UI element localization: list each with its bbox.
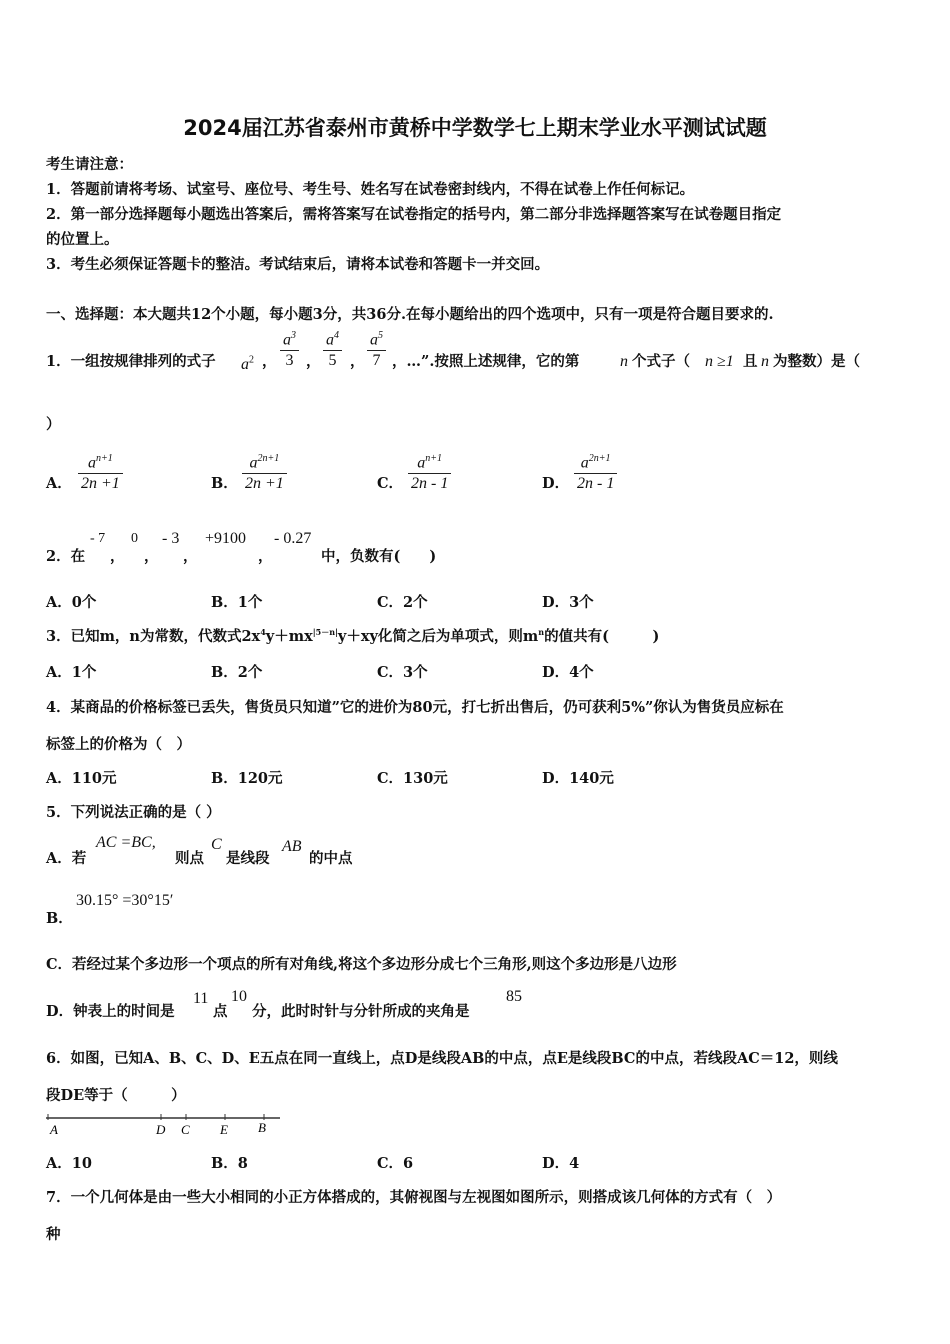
question-2-tail: 中，负数有( ) — [321, 548, 437, 565]
q6-line-diagram — [44, 1110, 284, 1138]
q3-option-b: B．2个 — [211, 664, 263, 681]
q6-option-c: C．6 — [377, 1155, 414, 1172]
q6-point-b: B — [258, 1120, 266, 1135]
q4-option-d: D．140元 — [542, 770, 614, 787]
question-2-prefix: 2．在 — [46, 548, 86, 565]
q6-point-e: E — [220, 1122, 228, 1137]
q6-point-d: D — [156, 1122, 166, 1137]
notice-item-1: 1．答题前请将考场、试室号、座位号、考生号、姓名写在试卷密封线内，不得在试卷上作任何标记。 — [46, 181, 695, 198]
q1-option-a-label: A． — [46, 475, 72, 492]
notice-item-2: 2．第一部分选择题每小题选出答案后，需将答案写在试卷指定的括号内，第二部分非选择题答案写在试卷题目指定 — [46, 206, 782, 223]
q3-option-a: A．1个 — [46, 664, 97, 681]
q2-option-a: A．0个 — [46, 594, 97, 611]
q5-option-b-math: 30.15° =30°15′ — [76, 892, 174, 909]
q1-fraction-2: $\frac{a^4}{5}$ — [323, 326, 342, 371]
q6-point-a: A — [50, 1122, 58, 1137]
q4-option-a: A．110元 — [46, 770, 117, 787]
q2-option-c: C．2个 — [377, 594, 428, 611]
q3-option-c: C．3个 — [377, 664, 428, 681]
q6-point-c: C — [181, 1122, 190, 1137]
q2-option-b: B．1个 — [211, 594, 263, 611]
q2-option-d: D．3个 — [542, 594, 594, 611]
notice-item-3: 3．考生必须保证答题卡的整洁。考试结束后，请将本试卷和答题卡一并交回。 — [46, 256, 550, 273]
q1-fraction-1: $\frac{a^3}{3}$ — [280, 326, 299, 371]
q1-option-b-fraction: $\frac{a^{2n+1}}{2n +1}$ — [242, 449, 287, 494]
question-4-line-1: 4．某商品的价格标签已丢失，售货员只知道”它的进价为80元，打七折出售后，仍可获利5%”你认为售货员应标在 — [46, 699, 784, 716]
section-heading: 一、选择题：本大题共12个小题，每小题3分，共36分.在每小题给出的四个选项中，只有一项是符合题目要求的. — [46, 306, 774, 323]
notice-item-2-cont: 的位置上。 — [46, 231, 119, 248]
q1-option-d-label: D． — [542, 475, 570, 492]
page-title: 2024届江苏省泰州市黄桥中学数学七上期末学业水平测试试题 — [183, 116, 767, 140]
q1-option-b-label: B． — [211, 475, 238, 492]
q1-option-c-label: C． — [377, 475, 404, 492]
q1-middle-text: ，…”.按照上述规律，它的第 — [392, 353, 580, 370]
q6-option-a: A．10 — [46, 1155, 92, 1172]
q1-fraction-3: $\frac{a^5}{7}$ — [367, 326, 386, 371]
q4-option-b: B．120元 — [211, 770, 283, 787]
question-7-line-1: 7．一个几何体是由一些大小相同的小正方体搭成的，其俯视图与左视图如图所示，则搭成该几何体的方式有（ ） — [46, 1189, 782, 1206]
question-4-line-2: 标签上的价格为（ ） — [46, 736, 191, 753]
question-6-line-1: 6．如图，已知A、B、C、D、E五点在同一直线上，点D是线段AB的中点，点E是线段BC的中点，若线段AC＝12，则线 — [46, 1050, 838, 1067]
q1-option-c-fraction: $\frac{a^{n+1}}{2n - 1}$ — [408, 449, 451, 494]
notice-heading: 考生请注意： — [46, 156, 133, 173]
question-1-prefix: 1．一组按规律排列的式子 — [46, 353, 216, 370]
q5-option-a-math: AC =BC, — [96, 834, 156, 851]
q5-option-c: C．若经过某个多边形一个项点的所有对角线,将这个多边形分成七个三角形,则这个多边形是八边形 — [46, 956, 677, 973]
q6-option-d: D．4 — [542, 1155, 580, 1172]
q3-option-d: D．4个 — [542, 664, 594, 681]
q1-option-d-fraction: $\frac{a^{2n+1}}{2n - 1}$ — [574, 449, 617, 494]
question-5-stem: 5．下列说法正确的是（ ） — [46, 804, 221, 821]
q1-a-squared: $a^2$ — [241, 354, 254, 373]
q1-option-a-fraction: $\frac{a^{n+1}}{2n +1}$ — [78, 449, 123, 494]
q1-condition: n ≥1 — [705, 353, 734, 370]
q6-option-b: B．8 — [211, 1155, 248, 1172]
question-7-line-2: 种 — [46, 1226, 61, 1243]
question-6-line-2: 段DE等于（ ） — [46, 1087, 186, 1104]
question-3: 3．已知m，n为常数，代数式$2x^4y+mx^{|5-n|}y+xy$化简之后为单项式，则$m^n$的值共有( ) — [46, 627, 660, 645]
q4-option-c: C．130元 — [377, 770, 448, 787]
